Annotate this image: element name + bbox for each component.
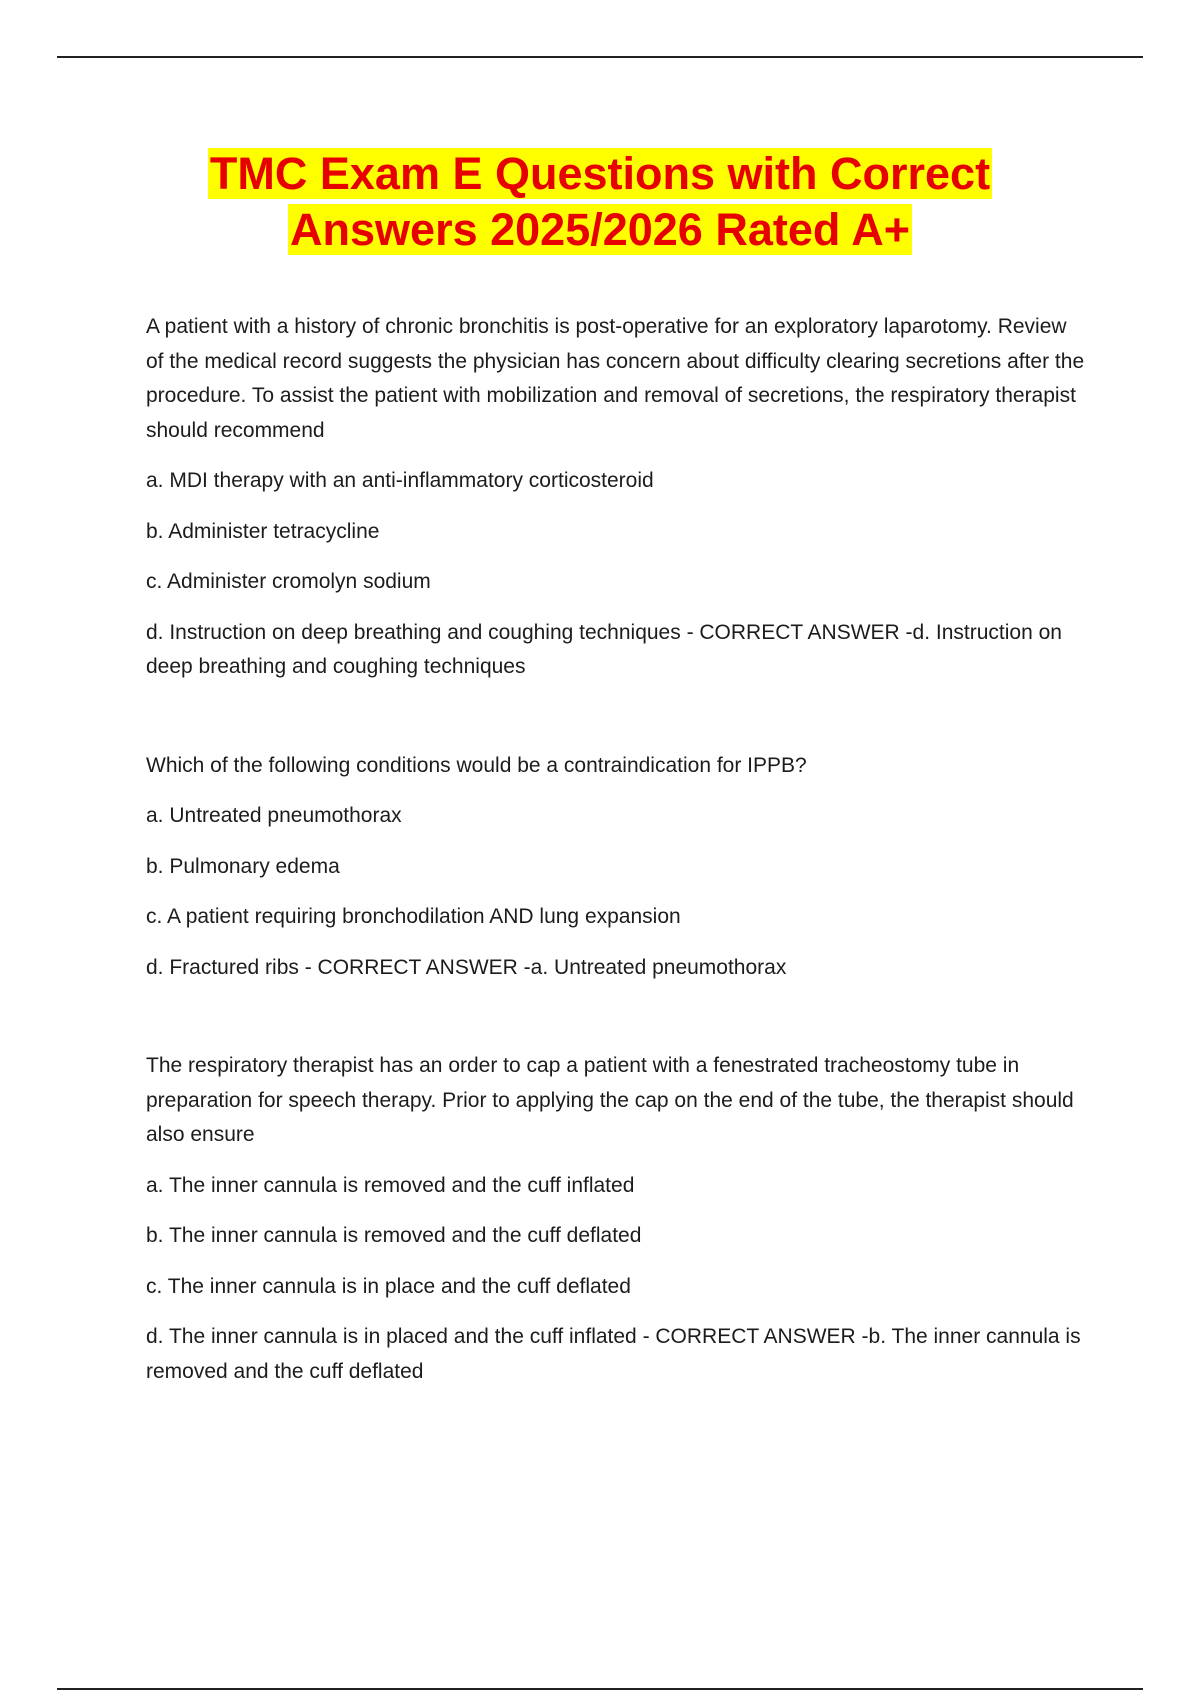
answer-option-a: a. MDI therapy with an anti-inflammatory corticosteroid xyxy=(146,469,654,492)
answer-option-c: c. The inner cannula is in place and the cuff deflated xyxy=(146,1274,631,1298)
answer-option-d: d. Fractured ribs - CORRECT ANSWER -a. Untreated pneumothorax xyxy=(146,955,787,979)
answer-option-a: a. Untreated pneumothorax xyxy=(146,804,402,827)
bottom-divider xyxy=(57,1688,1143,1690)
answer-option-c: c. Administer cromolyn sodium xyxy=(146,570,431,593)
answer-option-b: b. Administer tetracycline xyxy=(146,519,380,543)
answer-option-b: b. Pulmonary edema xyxy=(146,854,340,878)
top-divider xyxy=(57,56,1143,58)
title-line-2: Answers 2025/2026 Rated A+ xyxy=(290,204,910,255)
answer-option-d: d. Instruction on deep breathing and coughing techniques - CORRECT ANSWER -d. Instruction on deep breathing and coughing techniques xyxy=(146,620,1062,678)
question-stem: The respiratory therapist has an order to cap a patient with a fenestrated tracheostomy tube in preparation for speech therapy. Prior to applying the cap on the end of the tube, the therapist should also ensure xyxy=(146,1054,1074,1146)
answer-option-d: d. The inner cannula is in placed and the cuff inflated - CORRECT ANSWER -b. The inner cannula is removed and the cuff deflated xyxy=(146,1325,1081,1383)
answer-option-c: c. A patient requiring bronchodilation AND lung expansion xyxy=(146,905,681,928)
question-2 xyxy=(146,749,1086,986)
title-line-1: TMC Exam E Questions with Correct xyxy=(209,148,991,199)
question-3 xyxy=(146,1049,1086,1389)
answer-option-a: a. The inner cannula is removed and the cuff inflated xyxy=(146,1173,635,1197)
answer-option-b: b. The inner cannula is removed and the cuff deflated xyxy=(146,1224,642,1247)
questions-list xyxy=(146,310,1086,1389)
question-stem: Which of the following conditions would be a contraindication for IPPB? xyxy=(146,753,807,777)
question-1 xyxy=(146,310,1086,685)
document-title xyxy=(100,146,1100,258)
question-stem: A patient with a history of chronic bronchitis is post-operative for an exploratory laparotomy. Review of the medical record suggests the physician has concern about difficulty clearing secretions after the procedure. To assist the patient with mobilization and removal of secretions, the respiratory therapist should recommend xyxy=(146,315,1085,442)
